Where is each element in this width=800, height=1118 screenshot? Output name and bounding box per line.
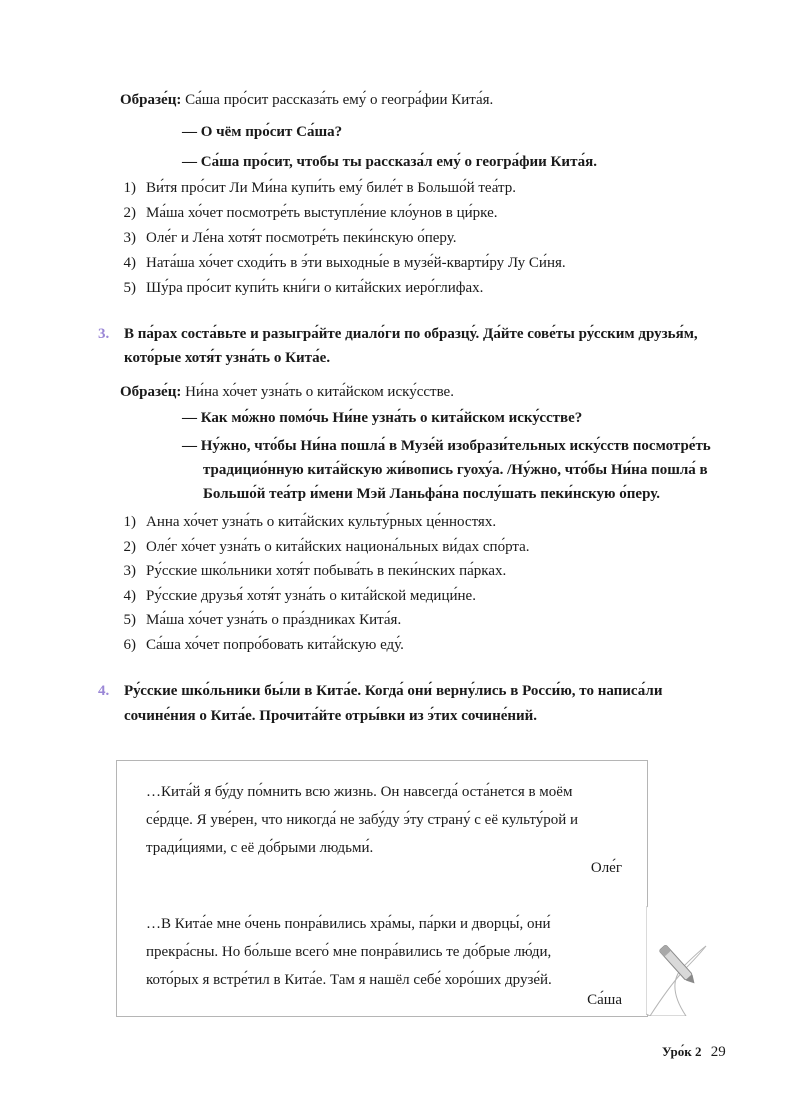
- list-item-number: 1): [123, 514, 136, 530]
- list-item-number: 3): [123, 230, 136, 246]
- list-item-number: 4): [123, 587, 136, 604]
- list-item-text: Ната́ша хо́чет сходи́ть в э́ти выходны́е в музе́й-кварти́ру Лу Си́ня.: [146, 255, 566, 271]
- excerpt-1-line-1: …Кита́й я бу́ду по́мнить всю жизнь. Он навсегда́ оста́нется в моём: [146, 784, 573, 800]
- list-item-number: 4): [123, 255, 136, 271]
- list-item-text: Ви́тя про́сит Ли Ми́на купи́ть ему́ биле́т в Большо́й теа́тр.: [146, 180, 517, 196]
- sample1-answer: — Са́ша про́сит, чтобы ты рассказа́л ему́ о геогра́фии Кита́я.: [182, 154, 597, 170]
- excerpt-1-author: Оле́г: [590, 860, 622, 876]
- excerpt-2: [146, 910, 616, 994]
- sample2-answer-line2: традицио́нную кита́йскую жи́вопись гуоху́а. /Ну́жно, что́бы Ни́на пошла́ в: [203, 462, 708, 478]
- sample2-text: Ни́на хо́чет узна́ть о кита́йском иску́сстве.: [185, 384, 454, 400]
- sample1-text: Са́ша про́сит рассказа́ть ему́ о геогра́фии Кита́я.: [185, 92, 494, 108]
- sample1-line: [120, 92, 493, 109]
- sample2-label: Образе́ц:: [120, 384, 182, 400]
- task3-instruction-line2: кото́рые хотя́т узна́ть о Кита́е.: [124, 350, 331, 366]
- list-item-number: 3): [123, 563, 136, 579]
- excerpt-1-line-2: се́рдце. Я уве́рен, что никогда́ не забу́ду э́ту страну́ с её культу́рой и: [146, 812, 579, 828]
- list-item-text: Оле́г и Ле́на хотя́т посмотре́ть пеки́нскую о́перу.: [146, 230, 457, 246]
- list-item-text: Анна хо́чет узна́ть о кита́йских культу́рных це́нностях.: [146, 514, 497, 530]
- excerpt-2-line-1: …В Кита́е мне о́чень понра́вились хра́мы, па́рки и дворцы́, они́: [146, 916, 551, 932]
- list-item-text: Оле́г хо́чет узна́ть о кита́йских национа́льных ви́дах спо́рта.: [146, 538, 530, 555]
- list-item-text: Ма́ша хо́чет посмотре́ть выступле́ние кло́унов в ци́рке.: [146, 205, 498, 221]
- list-item-number: 5): [123, 612, 136, 628]
- list-item-number: 2): [123, 205, 136, 221]
- sample2-answer-line1: — Ну́жно, что́бы Ни́на пошла́ в Музе́й изобрази́тельных иску́сств посмотре́ть: [182, 438, 711, 454]
- sample2-question: — Как мо́жно помо́чь Ни́не узна́ть о кита́йском иску́сстве?: [182, 410, 583, 426]
- task4-instruction-line2: сочине́ния о Кита́е. Прочита́йте отры́вки из э́тих сочине́ний.: [124, 708, 538, 724]
- sample2-answer-line3: Большо́й теа́тр и́мени Мэй Ланьфа́на послу́шать пеки́нскую о́перу.: [203, 486, 660, 502]
- task3-instruction-line1: В па́рах соста́вьте и разыгра́йте диало́ги по образцу́. Да́йте сове́ты ру́сским друзья́м,: [124, 326, 698, 342]
- excerpt-2-line-3: кото́рых я встре́тил в Кита́е. Там я нашёл себе́ хоро́ших друзе́й.: [146, 972, 552, 988]
- task-number-4: 4.: [98, 683, 110, 699]
- list-item-text: Ма́ша хо́чет узна́ть о пра́здниках Кита́я.: [146, 612, 402, 628]
- excerpt-1: [146, 778, 616, 862]
- page-footer: [662, 1044, 726, 1061]
- excerpt-2-line-2: прекра́сны. Но бо́льше всего́ мне понра́вились те до́брые лю́ди,: [146, 944, 552, 960]
- excerpt-1-line-3: тради́циями, с её до́брыми людьми́.: [146, 840, 374, 856]
- list-item-number: 1): [123, 180, 136, 196]
- list-item-text: Ру́сские шко́льники хотя́т побыва́ть в пеки́нских па́рках.: [146, 563, 507, 579]
- list-item-text: Са́ша хо́чет попро́бовать кита́йскую еду́.: [146, 636, 404, 653]
- list-item-number: 2): [123, 538, 136, 555]
- excerpt-2-author: Са́ша: [587, 992, 622, 1008]
- sample1-label: Образе́ц:: [120, 92, 182, 108]
- list-item-number: 5): [123, 280, 136, 296]
- pen-corner-icon: [646, 906, 718, 1016]
- footer-lesson: Уро́к 2: [662, 1044, 702, 1059]
- list-item-text: Ру́сские друзья́ хотя́т узна́ть о кита́йской медици́не.: [146, 587, 476, 604]
- footer-page-number: 29: [710, 1044, 726, 1060]
- sample1-question: — О чём про́сит Са́ша?: [182, 124, 343, 140]
- list-item-number: 6): [123, 636, 136, 653]
- list-item-text: Шу́ра про́сит купи́ть кни́ги о кита́йских иеро́глифах.: [146, 280, 484, 296]
- task-number-3: 3.: [98, 326, 110, 342]
- task4-instruction-line1: Ру́сские шко́льники бы́ли в Кита́е. Когда́ они́ верну́лись в Росси́ю, то написа́ли: [124, 683, 663, 699]
- sample2-line: [120, 384, 454, 401]
